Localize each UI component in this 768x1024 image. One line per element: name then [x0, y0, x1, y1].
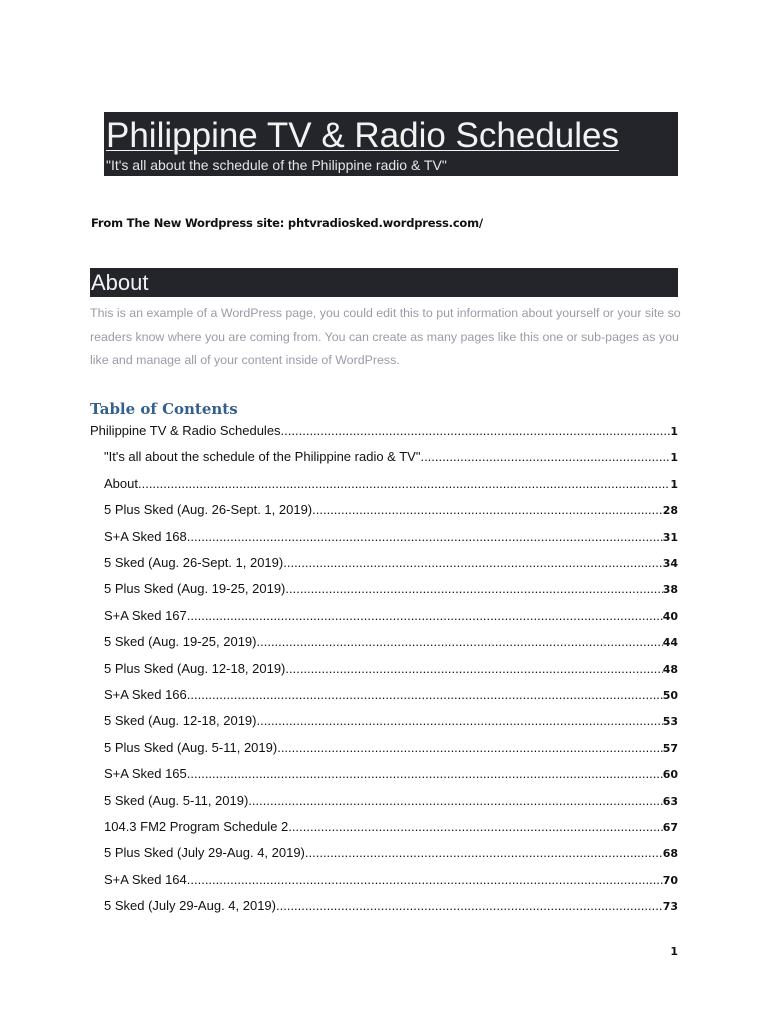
toc-heading: Table of Contents: [90, 400, 238, 418]
toc-dot-leader: [187, 685, 663, 705]
toc-entry[interactable]: [104, 791, 678, 811]
page-number: 1: [670, 945, 678, 958]
toc-entry-label: S+A Sked 168: [104, 528, 187, 544]
toc-entry-label: 5 Sked (Aug. 12-18, 2019): [104, 713, 257, 729]
toc-entry-page: 40: [662, 609, 678, 623]
toc-entry-page: 1: [670, 451, 678, 465]
toc-dot-leader: [281, 421, 671, 441]
toc-entry-page: 38: [662, 583, 678, 597]
toc-entry-label: Philippine TV & Radio Schedules: [90, 423, 281, 438]
toc-entry[interactable]: [104, 606, 678, 626]
toc-entry-page: 60: [662, 768, 678, 782]
toc-entry-page: 50: [662, 689, 678, 702]
toc-entry-label: S+A Sked 166: [104, 687, 187, 702]
toc-entry[interactable]: [104, 474, 678, 494]
toc-entry-page: 73: [662, 900, 678, 914]
toc-entry-label: 5 Plus Sked (July 29-Aug. 4, 2019): [104, 845, 305, 861]
toc-dot-leader: [305, 843, 663, 863]
toc-entry-label: S+A Sked 164: [104, 871, 187, 887]
toc-entry[interactable]: [104, 896, 678, 916]
toc-entry-page: 67: [662, 821, 678, 834]
toc-dot-leader: [187, 527, 663, 547]
toc-entry-page: 63: [662, 794, 678, 808]
toc-entry[interactable]: [104, 738, 678, 758]
toc-dot-leader: [187, 870, 663, 890]
site-tagline: "It's all about the schedule of the Philippine radio & TV": [106, 157, 447, 173]
toc-entry-page: 44: [662, 636, 678, 650]
toc-entry[interactable]: [104, 711, 678, 731]
toc-dot-leader: [420, 447, 670, 467]
toc-entry[interactable]: [104, 659, 678, 679]
toc-entry[interactable]: [104, 500, 678, 520]
toc-entry-page: 28: [662, 504, 678, 518]
toc-dot-leader: [277, 738, 662, 758]
toc-dot-leader: [283, 553, 662, 573]
toc-entry[interactable]: [104, 685, 678, 705]
toc-entry[interactable]: [104, 764, 678, 784]
toc-entry-page: 68: [662, 847, 678, 861]
toc-entry-label: 104.3 FM2 Program Schedule 2: [104, 819, 289, 834]
toc-entry-label: About: [104, 475, 138, 491]
toc-dot-leader: [312, 500, 663, 520]
toc-dot-leader: [187, 764, 663, 784]
toc-entry-page: 53: [662, 715, 678, 729]
toc-entry[interactable]: [104, 817, 678, 837]
toc-entry[interactable]: [104, 843, 678, 863]
toc-dot-leader: [257, 632, 663, 652]
toc-entry-label: 5 Sked (Aug. 5-11, 2019): [104, 792, 249, 808]
toc-entry-label: 5 Sked (July 29-Aug. 4, 2019): [104, 898, 276, 914]
toc-entry[interactable]: [104, 527, 678, 547]
toc-entry[interactable]: [104, 870, 678, 890]
toc-entry-label: S+A Sked 165: [104, 766, 187, 782]
toc-dot-leader: [187, 606, 663, 626]
toc-entry[interactable]: [104, 447, 678, 467]
about-text: This is an example of a WordPress page, you could edit this to put information about yourself or your site so readers know where you are coming from. You can create as many pages like this one or sub-pages as you like and manage all of your content inside of WordPress.: [90, 306, 681, 367]
toc-entry-label: 5 Plus Sked (Aug. 12-18, 2019): [104, 660, 286, 676]
toc-entry-label: 5 Plus Sked (Aug. 5-11, 2019): [104, 739, 278, 755]
toc-entry-page: 57: [662, 741, 678, 755]
toc-entry-page: 1: [670, 425, 678, 438]
toc-dot-leader: [138, 474, 670, 494]
toc-dot-leader: [248, 791, 662, 811]
source-note: From The New Wordpress site: phtvradiosked.wordpress.com/: [91, 216, 483, 230]
site-title[interactable]: Philippine TV & Radio Schedules: [106, 116, 620, 155]
toc-entry-label: 5 Sked (Aug. 26-Sept. 1, 2019): [104, 555, 284, 570]
toc-entry-page: 34: [662, 557, 678, 570]
toc-entry-page: 70: [662, 873, 678, 887]
toc-entry-label: "It's all about the schedule of the Philippine radio & TV": [104, 449, 421, 465]
toc-entry[interactable]: [104, 579, 678, 599]
toc-entry-label: 5 Plus Sked (Aug. 19-25, 2019): [104, 581, 286, 597]
toc-dot-leader: [276, 896, 663, 916]
toc-entry-label: 5 Plus Sked (Aug. 26-Sept. 1, 2019): [104, 502, 313, 518]
toc-entry-label: 5 Sked (Aug. 19-25, 2019): [104, 634, 257, 650]
toc-entry-page: 31: [662, 530, 678, 544]
toc-dot-leader: [285, 659, 662, 679]
about-heading: About: [90, 268, 678, 297]
toc-entry-page: 1: [670, 477, 678, 491]
toc-dot-leader: [288, 817, 662, 837]
toc-entry[interactable]: [104, 553, 678, 573]
toc-entry-label: S+A Sked 167: [104, 607, 187, 623]
toc-entry[interactable]: [90, 421, 678, 441]
toc-dot-leader: [285, 579, 662, 599]
toc-dot-leader: [257, 711, 663, 731]
site-header: [104, 112, 678, 176]
toc-entry-page: 48: [662, 662, 678, 676]
toc-entry[interactable]: [104, 632, 678, 652]
